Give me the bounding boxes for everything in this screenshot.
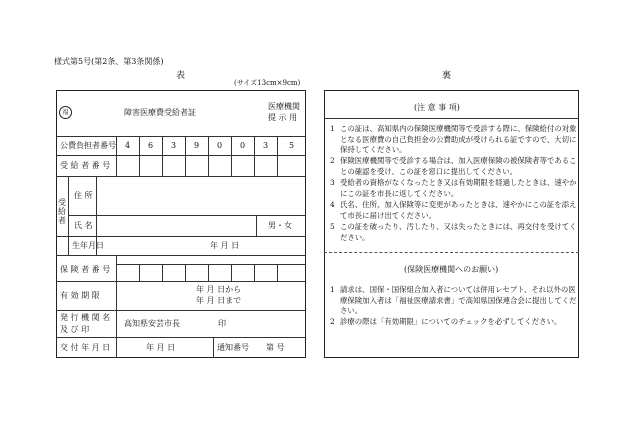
front-side-label: 表 [176, 71, 186, 81]
issuer-value: 高知県安芸市長 [124, 319, 180, 328]
payer-digit: 9 [193, 141, 200, 150]
notes-title: (注 意 事 項) [414, 103, 460, 112]
payer-digit: 0 [216, 141, 223, 150]
validity-from: 年 月 日から [196, 285, 242, 294]
provider-box-line1: 医療機関 [268, 102, 300, 111]
note-text: この証は、高知県内の保険医療機関等で受診する際に、保険給付の対象となる医療費の自己負担金の公費助成が受けられる証ですので、大切に保持してください。 [340, 124, 577, 155]
note-number: 5 [330, 222, 335, 231]
payer-digit: 6 [147, 141, 154, 150]
payer-digit: 3 [170, 141, 177, 150]
public-payer-label: 公費負担者番号 [60, 141, 116, 150]
list-item [330, 285, 578, 317]
recipient-group-label: 受給者 [58, 198, 66, 225]
provider-box-line2: 提 示 用 [268, 113, 298, 122]
note-text: 受給者の資格がなくなったとき又は有効期限を経過したときは、速やかにこの証を市長に返してください。 [340, 178, 577, 198]
issue-date-value: 年 月 日 [146, 343, 176, 352]
request-number: 1 [330, 285, 335, 294]
requests-list [330, 285, 578, 329]
card-title: 障害医療費受給者証 [124, 108, 196, 117]
payer-digit: 3 [262, 141, 269, 150]
note-number: 2 [330, 156, 335, 165]
issuer-seal: 印 [218, 319, 226, 328]
insurer-no-label: 保 険 者 番 号 [60, 265, 111, 274]
list-item [330, 317, 578, 329]
list-item [330, 222, 578, 244]
payer-digit: 0 [239, 141, 246, 150]
dob-value: 年 月 日 [210, 241, 240, 250]
name-label: 氏 名 [74, 221, 93, 230]
note-number: 3 [330, 178, 335, 187]
list-item [330, 124, 578, 156]
issue-date-label: 交 付 年 月 日 [60, 343, 111, 352]
issuer-label-line2: 及 び 印 [60, 325, 90, 334]
request-title: (保険医療機関へのお願い) [404, 265, 499, 274]
note-number: 1 [330, 124, 335, 133]
note-text: 氏名、住所、加入保険等に変更があったときは、速やかにこの証を添えて市長に届け出てください。 [340, 200, 577, 220]
size-note: (サイズ13cm×9cm) [234, 79, 301, 87]
recipient-no-label: 受 給 者 番 号 [60, 161, 111, 170]
issuer-label-line1: 発 行 機 関 名 [60, 313, 111, 322]
validity-label: 有 効 期 限 [60, 291, 100, 300]
back-side-label: 裏 [442, 71, 452, 81]
payer-digit: 4 [124, 141, 131, 150]
notes-list [330, 124, 578, 244]
payer-digit: 5 [288, 141, 295, 150]
list-item [330, 156, 578, 178]
dob-label: 生年月日 [72, 241, 104, 250]
address-label: 住 所 [74, 191, 93, 200]
gender-label: 男・女 [268, 221, 292, 230]
notice-no-label: 通知番号 [217, 343, 249, 352]
list-item [330, 200, 578, 222]
notice-no-value: 第 号 [266, 343, 285, 352]
note-text: 保険医療機関等で受診する場合は、加入医療保険の被保険者等であることの確認を受け、この証を窓口に提出してください。 [340, 156, 577, 176]
list-item [330, 178, 578, 200]
request-text: 請求は、国保・国保組合加入者については併用レセプト、それ以外の医療保険加入者は「福祉医療請求書」で高知県国保連合会に提出してください。 [340, 285, 577, 316]
request-number: 2 [330, 317, 335, 326]
note-text: この証を破ったり、汚したり、又は失ったときには、再交付を受けてください。 [340, 222, 577, 242]
form-number: 様式第5号(第2条、第3条関係) [54, 57, 164, 66]
request-text: 診療の際は「有効期限」についてのチェックを必ずしてください。 [340, 317, 562, 326]
validity-to: 年 月 日まで [196, 296, 242, 305]
note-number: 4 [330, 200, 335, 209]
seal-mark: 福 [59, 106, 72, 119]
